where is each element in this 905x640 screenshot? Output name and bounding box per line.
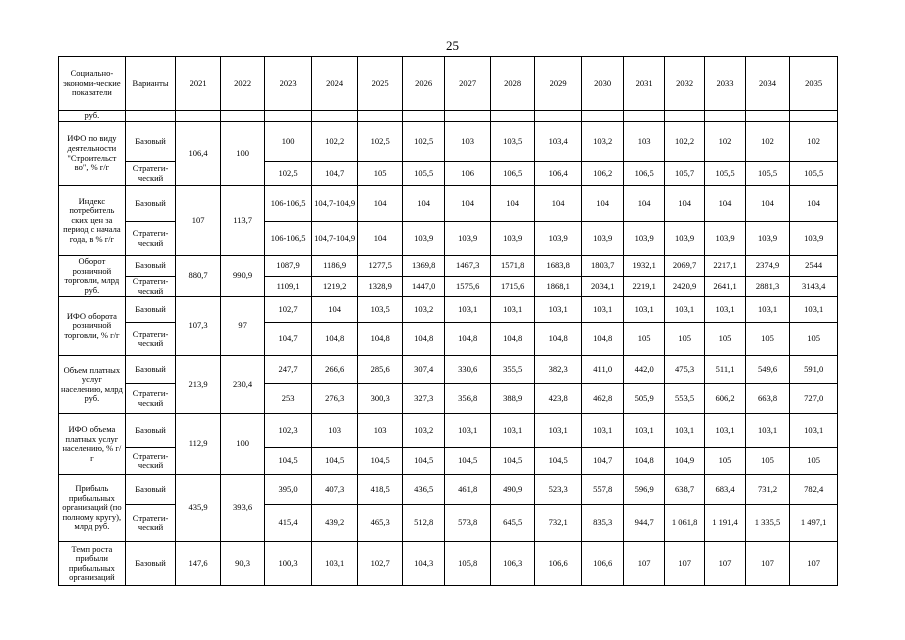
value-cell: 663,8 (745, 384, 790, 414)
value-cell: 104,8 (311, 323, 358, 356)
value-y2021: 880,7 (176, 256, 221, 297)
value-cell: 1 497,1 (790, 505, 838, 542)
value-y2022: 100 (220, 122, 265, 186)
value-y2022: 97 (220, 297, 265, 356)
value-cell: 100 (265, 122, 312, 162)
value-cell: 411,0 (581, 356, 623, 384)
table-row (59, 414, 838, 448)
value-y2021: 213,9 (176, 356, 221, 414)
header-variant: Варианты (125, 57, 176, 111)
value-cell: 103,1 (445, 414, 491, 448)
value-cell: 102,2 (664, 122, 704, 162)
value-cell: 247,7 (265, 356, 312, 384)
value-cell: 105 (745, 448, 790, 475)
value-cell: 102 (790, 122, 838, 162)
value-cell: 103,1 (490, 297, 535, 323)
variant-cell: Базовый (125, 356, 176, 384)
value-cell: 475,3 (664, 356, 704, 384)
value-cell: 106 (445, 162, 491, 186)
table-row (59, 323, 838, 356)
value-y2022: 230,4 (220, 356, 265, 414)
value-cell: 105 (358, 162, 403, 186)
value-cell: 103,9 (624, 222, 664, 256)
variant-cell: Базовый (125, 297, 176, 323)
value-cell: 1219,2 (311, 277, 358, 297)
value-cell: 732,1 (535, 505, 582, 542)
value-cell: 1683,8 (535, 256, 582, 277)
value-cell: 103,2 (581, 122, 623, 162)
header-year: 2034 (745, 57, 790, 111)
value-cell: 1109,1 (265, 277, 312, 297)
table-row (59, 277, 838, 297)
value-cell: 103,9 (402, 222, 444, 256)
value-y2022: 393,6 (220, 475, 265, 542)
value-cell: 104,5 (265, 448, 312, 475)
empty-cell (358, 111, 403, 122)
value-cell: 104 (490, 186, 535, 222)
value-cell: 782,4 (790, 475, 838, 505)
header-year: 2025 (358, 57, 403, 111)
table-row (59, 475, 838, 505)
header-year: 2024 (311, 57, 358, 111)
empty-cell (125, 111, 176, 122)
value-cell: 102 (745, 122, 790, 162)
value-cell: 553,5 (664, 384, 704, 414)
table-row (59, 162, 838, 186)
value-cell: 276,3 (311, 384, 358, 414)
variant-cell: Базовый (125, 475, 176, 505)
value-cell: 1868,1 (535, 277, 582, 297)
empty-cell (311, 111, 358, 122)
value-cell: 102,2 (311, 122, 358, 162)
value-cell: 104,7 (311, 162, 358, 186)
variant-cell: Стратеги-ческий (125, 505, 176, 542)
value-cell: 355,5 (490, 356, 535, 384)
header-year: 2021 (176, 57, 221, 111)
value-cell: 1369,8 (402, 256, 444, 277)
value-cell: 104 (311, 297, 358, 323)
value-cell: 103 (445, 122, 491, 162)
value-cell: 512,8 (402, 505, 444, 542)
value-cell: 104 (535, 186, 582, 222)
value-cell: 104,8 (358, 323, 403, 356)
value-cell: 1447,0 (402, 277, 444, 297)
variant-cell: Стратеги-ческий (125, 222, 176, 256)
value-cell: 103,9 (705, 222, 745, 256)
value-cell: 490,9 (490, 475, 535, 505)
value-cell: 683,4 (705, 475, 745, 505)
value-y2021: 107 (176, 186, 221, 256)
value-y2021: 147,6 (176, 542, 221, 586)
value-cell: 105,7 (664, 162, 704, 186)
value-cell: 511,1 (705, 356, 745, 384)
value-y2021: 435,9 (176, 475, 221, 542)
value-cell: 104,5 (358, 448, 403, 475)
value-y2021: 112,9 (176, 414, 221, 475)
indicator-cell: Прибыль прибыльных организаций (по полному кругу), млрд руб. (59, 475, 126, 542)
value-cell: 944,7 (624, 505, 664, 542)
value-cell: 103,1 (535, 297, 582, 323)
variant-cell: Стратеги-ческий (125, 323, 176, 356)
value-cell: 104 (664, 186, 704, 222)
empty-cell (664, 111, 704, 122)
variant-cell: Базовый (125, 122, 176, 162)
table-row (59, 186, 838, 222)
value-cell: 2420,9 (664, 277, 704, 297)
value-cell: 638,7 (664, 475, 704, 505)
page-number: 25 (446, 38, 459, 53)
value-cell: 1 061,8 (664, 505, 704, 542)
value-y2022: 90,3 (220, 542, 265, 586)
variant-cell: Базовый (125, 186, 176, 222)
variant-cell: Базовый (125, 542, 176, 586)
value-cell: 253 (265, 384, 312, 414)
empty-cell (745, 111, 790, 122)
value-cell: 835,3 (581, 505, 623, 542)
value-cell: 106,6 (535, 542, 582, 586)
value-cell: 102,3 (265, 414, 312, 448)
value-cell: 591,0 (790, 356, 838, 384)
variant-cell: Стратеги-ческий (125, 162, 176, 186)
value-cell: 102 (705, 122, 745, 162)
value-cell: 2217,1 (705, 256, 745, 277)
value-cell: 465,3 (358, 505, 403, 542)
header-year: 2033 (705, 57, 745, 111)
value-cell: 285,6 (358, 356, 403, 384)
value-cell: 103,1 (705, 414, 745, 448)
table-row (59, 505, 838, 542)
header-year: 2032 (664, 57, 704, 111)
value-cell: 327,3 (402, 384, 444, 414)
value-cell: 103,5 (490, 122, 535, 162)
value-cell: 103,1 (581, 297, 623, 323)
header-row (59, 57, 838, 111)
value-cell: 105,8 (445, 542, 491, 586)
indicator-cell: Индекс потребитель ских цен за период с начала года, в % г/г (59, 186, 126, 256)
value-cell: 104,7-104,9 (311, 222, 358, 256)
value-cell: 103,1 (311, 542, 358, 586)
empty-cell (265, 111, 312, 122)
value-cell: 105,5 (790, 162, 838, 186)
value-cell: 104,7-104,9 (311, 186, 358, 222)
value-cell: 1467,3 (445, 256, 491, 277)
value-cell: 107 (624, 542, 664, 586)
value-cell: 104 (624, 186, 664, 222)
value-cell: 330,6 (445, 356, 491, 384)
value-cell: 107 (705, 542, 745, 586)
value-cell: 106-106,5 (265, 186, 312, 222)
value-cell: 307,4 (402, 356, 444, 384)
value-cell: 388,9 (490, 384, 535, 414)
value-cell: 104,8 (445, 323, 491, 356)
value-cell: 104,8 (402, 323, 444, 356)
value-cell: 105 (790, 323, 838, 356)
value-cell: 103,1 (664, 297, 704, 323)
value-cell: 103,1 (490, 414, 535, 448)
value-cell: 461,8 (445, 475, 491, 505)
value-cell: 103,1 (624, 297, 664, 323)
value-cell: 418,5 (358, 475, 403, 505)
value-cell: 103,1 (745, 297, 790, 323)
value-cell: 436,5 (402, 475, 444, 505)
value-cell: 104 (790, 186, 838, 222)
table-row (59, 448, 838, 475)
empty-cell (624, 111, 664, 122)
header-year: 2023 (265, 57, 312, 111)
value-cell: 104 (402, 186, 444, 222)
empty-cell (705, 111, 745, 122)
value-cell: 103 (358, 414, 403, 448)
value-y2021: 106,4 (176, 122, 221, 186)
value-cell: 105 (790, 448, 838, 475)
value-cell: 596,9 (624, 475, 664, 505)
indicator-cell: Оборот розничной торговли, млрд руб. (59, 256, 126, 297)
table-row (59, 256, 838, 277)
value-cell: 103,1 (745, 414, 790, 448)
value-cell: 106,5 (490, 162, 535, 186)
value-cell: 103,1 (790, 414, 838, 448)
value-cell: 103,9 (445, 222, 491, 256)
empty-cell (220, 111, 265, 122)
variant-cell: Базовый (125, 414, 176, 448)
value-cell: 573,8 (445, 505, 491, 542)
value-cell: 103,1 (790, 297, 838, 323)
value-cell: 103,9 (790, 222, 838, 256)
value-cell: 100,3 (265, 542, 312, 586)
indicator-cell: Темп роста прибыли прибыльных организаций (59, 542, 126, 586)
value-cell: 1277,5 (358, 256, 403, 277)
value-cell: 102,5 (265, 162, 312, 186)
value-cell: 727,0 (790, 384, 838, 414)
value-cell: 106,2 (581, 162, 623, 186)
table-row (59, 122, 838, 162)
empty-cell (445, 111, 491, 122)
value-cell: 104,8 (581, 323, 623, 356)
value-cell: 1 191,4 (705, 505, 745, 542)
value-cell: 103,9 (664, 222, 704, 256)
value-cell: 103,9 (535, 222, 582, 256)
value-cell: 103,2 (402, 414, 444, 448)
value-cell: 103,9 (490, 222, 535, 256)
value-cell: 2374,9 (745, 256, 790, 277)
empty-cell (402, 111, 444, 122)
value-cell: 1 335,5 (745, 505, 790, 542)
value-cell: 103,1 (624, 414, 664, 448)
value-cell: 2641,1 (705, 277, 745, 297)
value-cell: 104,7 (581, 448, 623, 475)
empty-cell (176, 111, 221, 122)
empty-cell (581, 111, 623, 122)
value-cell: 105,5 (745, 162, 790, 186)
value-cell: 105 (624, 323, 664, 356)
value-cell: 103,1 (705, 297, 745, 323)
value-cell: 2544 (790, 256, 838, 277)
value-cell: 105 (705, 448, 745, 475)
value-cell: 104 (358, 186, 403, 222)
value-cell: 104 (581, 186, 623, 222)
header-year: 2035 (790, 57, 838, 111)
value-cell: 105,5 (402, 162, 444, 186)
value-cell: 442,0 (624, 356, 664, 384)
value-cell: 105 (705, 323, 745, 356)
table-body (59, 111, 838, 586)
value-cell: 103,2 (402, 297, 444, 323)
value-cell: 462,8 (581, 384, 623, 414)
value-cell: 106-106,5 (265, 222, 312, 256)
value-cell: 103,1 (581, 414, 623, 448)
value-cell: 2219,1 (624, 277, 664, 297)
value-cell: 2881,3 (745, 277, 790, 297)
value-cell: 103,9 (581, 222, 623, 256)
value-cell: 107 (664, 542, 704, 586)
value-cell: 103,1 (535, 414, 582, 448)
value-cell: 106,5 (624, 162, 664, 186)
value-cell: 102,5 (402, 122, 444, 162)
value-cell: 104,8 (624, 448, 664, 475)
value-cell: 104 (445, 186, 491, 222)
header-year: 2030 (581, 57, 623, 111)
carry-over-row (59, 111, 838, 122)
value-cell: 407,3 (311, 475, 358, 505)
value-cell: 103,1 (445, 297, 491, 323)
variant-cell: Стратеги-ческий (125, 277, 176, 297)
value-cell: 103,4 (535, 122, 582, 162)
value-cell: 1575,6 (445, 277, 491, 297)
value-cell: 415,4 (265, 505, 312, 542)
value-cell: 382,3 (535, 356, 582, 384)
value-cell: 104,5 (311, 448, 358, 475)
value-cell: 104 (745, 186, 790, 222)
value-cell: 3143,4 (790, 277, 838, 297)
value-cell: 106,3 (490, 542, 535, 586)
value-cell: 423,8 (535, 384, 582, 414)
table-row (59, 542, 838, 586)
value-cell: 103 (624, 122, 664, 162)
indicator-cell: ИФО объема платных услуг населению, % г/г (59, 414, 126, 475)
value-cell: 104,5 (402, 448, 444, 475)
value-cell: 104,3 (402, 542, 444, 586)
value-cell: 102,7 (265, 297, 312, 323)
table-row (59, 222, 838, 256)
value-cell: 2034,1 (581, 277, 623, 297)
indicator-cell: ИФО по виду деятельности "Строительст во", % г/г (59, 122, 126, 186)
header-indicator: Социально-экономи-ческие показатели (59, 57, 126, 111)
value-cell: 1932,1 (624, 256, 664, 277)
variant-cell: Стратеги-ческий (125, 384, 176, 414)
value-cell: 103,9 (745, 222, 790, 256)
value-cell: 105 (664, 323, 704, 356)
indicator-cell: ИФО оборота розничной торговли, % г/г (59, 297, 126, 356)
value-cell: 1715,6 (490, 277, 535, 297)
value-cell: 300,3 (358, 384, 403, 414)
value-cell: 107 (790, 542, 838, 586)
value-cell: 104,5 (490, 448, 535, 475)
empty-cell (535, 111, 582, 122)
forecast-table (58, 56, 838, 586)
value-y2022: 113,7 (220, 186, 265, 256)
value-cell: 103 (311, 414, 358, 448)
value-cell: 1328,9 (358, 277, 403, 297)
carry-over-text: руб. (59, 111, 126, 122)
value-cell: 2069,7 (664, 256, 704, 277)
value-cell: 505,9 (624, 384, 664, 414)
value-cell: 395,0 (265, 475, 312, 505)
header-year: 2022 (220, 57, 265, 111)
table-row (59, 356, 838, 384)
value-cell: 1186,9 (311, 256, 358, 277)
variant-cell: Стратеги-ческий (125, 448, 176, 475)
value-cell: 1803,7 (581, 256, 623, 277)
empty-cell (790, 111, 838, 122)
table-row (59, 384, 838, 414)
value-cell: 1571,8 (490, 256, 535, 277)
value-cell: 105,5 (705, 162, 745, 186)
value-cell: 104,7 (265, 323, 312, 356)
value-cell: 106,4 (535, 162, 582, 186)
empty-cell (490, 111, 535, 122)
value-cell: 549,6 (745, 356, 790, 384)
value-cell: 439,2 (311, 505, 358, 542)
value-cell: 104,5 (445, 448, 491, 475)
value-cell: 104,8 (535, 323, 582, 356)
value-cell: 266,6 (311, 356, 358, 384)
value-cell: 104,8 (490, 323, 535, 356)
value-cell: 1087,9 (265, 256, 312, 277)
value-cell: 606,2 (705, 384, 745, 414)
table-row (59, 297, 838, 323)
value-cell: 106,6 (581, 542, 623, 586)
value-cell: 104,5 (535, 448, 582, 475)
value-cell: 557,8 (581, 475, 623, 505)
variant-cell: Базовый (125, 256, 176, 277)
value-cell: 102,7 (358, 542, 403, 586)
value-y2021: 107,3 (176, 297, 221, 356)
value-cell: 105 (745, 323, 790, 356)
value-cell: 104 (358, 222, 403, 256)
value-cell: 104,9 (664, 448, 704, 475)
header-year: 2029 (535, 57, 582, 111)
value-cell: 645,5 (490, 505, 535, 542)
value-cell: 523,3 (535, 475, 582, 505)
indicator-cell: Объем платных услуг населению, млрд руб. (59, 356, 126, 414)
value-cell: 103,1 (664, 414, 704, 448)
value-cell: 731,2 (745, 475, 790, 505)
value-cell: 356,8 (445, 384, 491, 414)
value-cell: 103,5 (358, 297, 403, 323)
header-year: 2031 (624, 57, 664, 111)
value-cell: 104 (705, 186, 745, 222)
header-year: 2026 (402, 57, 444, 111)
value-y2022: 100 (220, 414, 265, 475)
value-cell: 102,5 (358, 122, 403, 162)
header-year: 2028 (490, 57, 535, 111)
header-year: 2027 (445, 57, 491, 111)
value-y2022: 990,9 (220, 256, 265, 297)
value-cell: 107 (745, 542, 790, 586)
